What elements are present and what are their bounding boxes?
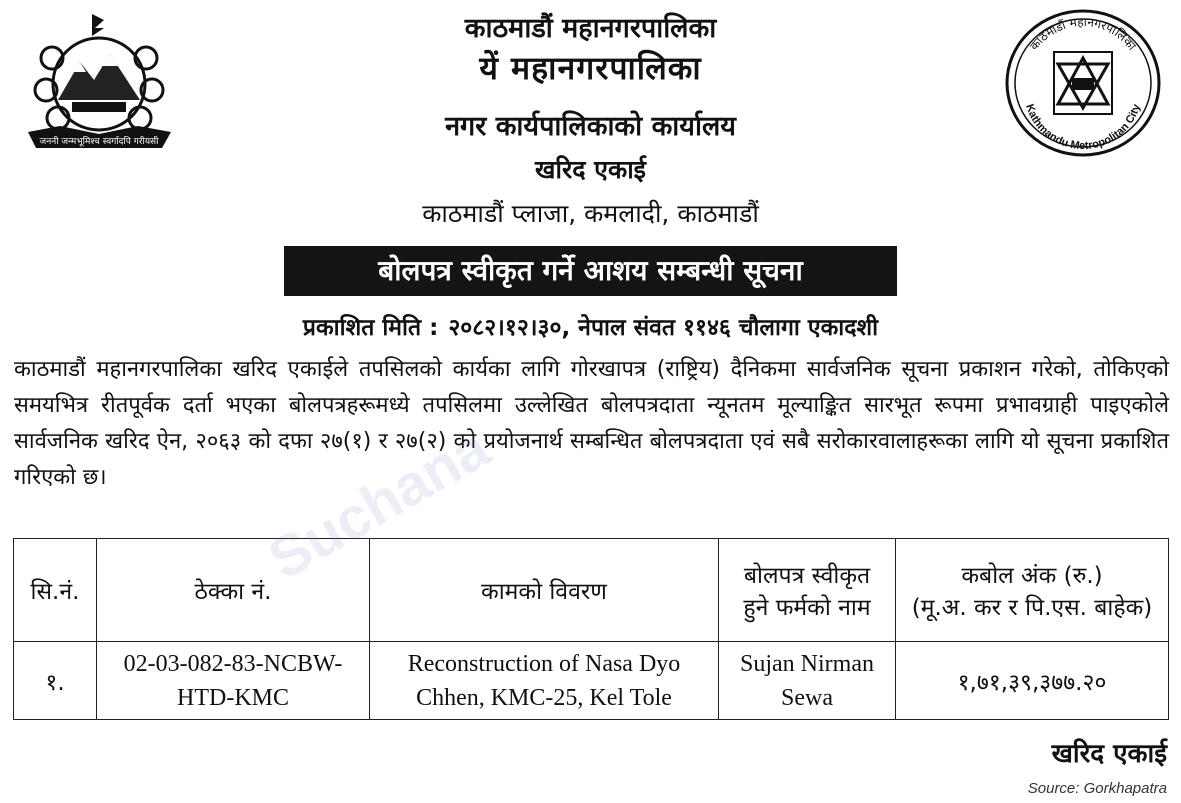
cell-contract-no — [97, 642, 370, 720]
table-row — [14, 642, 1169, 720]
cell-work-line2: Chhen, KMC-25, Kel Tole — [416, 684, 672, 711]
emblem-motto: जननी जन्मभूमिश्च स्वर्गादपि गरीयसी — [39, 137, 159, 147]
table-header-row — [14, 539, 1169, 642]
header-amount-line1: कबोल अंक (रु.) — [961, 563, 1103, 589]
header-amount — [896, 539, 1169, 642]
unit-name: खरिद एकाई — [535, 155, 646, 184]
header-work: कामको विवरण — [370, 539, 719, 642]
cell-contract-line1: 02-03-082-83-NCBW- — [123, 650, 343, 677]
header-firm — [719, 539, 896, 642]
notice-title: बोलपत्र स्वीकृत गर्ने आशय सम्बन्धी सूचना — [284, 246, 897, 296]
cell-contract-line2: HTD-KMC — [177, 684, 289, 711]
tender-table — [13, 538, 1169, 720]
published-date-line — [0, 310, 1181, 342]
org-name-newari: यें महानगरपालिका — [479, 49, 702, 87]
header-contract-no: ठेक्का नं. — [97, 539, 370, 642]
published-date: २०८२।१२।३०, नेपाल संवत ११४६ चौलागा एकादशी — [448, 315, 879, 341]
source-credit: Source: Gorkhapatra — [1027, 780, 1167, 797]
seal-text-en: Kathmandu Metropolitan City — [1023, 102, 1143, 153]
cell-firm-line2: Sewa — [781, 684, 833, 711]
office-address: काठमाडौं प्लाजा, कमलादी, काठमाडौं — [422, 199, 759, 228]
notice-body: काठमाडौं महानगरपालिका खरिद एकाईले तपसिलको कार्यका लागि गोरखापत्र (राष्ट्रिय) दैनिकमा सार्वजनिक सूचना प्रकाशन गरेको, तोकिएको समयभित्र रीतपूर्वक दर्ता भएका बोलपत्रहरूमध्ये तपसिलमा उल्लेखित बोलपत्रदाता न्यूनतम मूल्याङ्कित सारभूत रूपमा प्रभावग्राही पाइएकोले सार्वजनिक खरिद ऐन, २०६३ को दफा २७(१) र २७(२) को प्रयोजनार्थ सम्बन्धित बोलपत्रदाता एवं सबै सरोकारवालाहरूका लागि यो सूचना प्रकाशित गरिएको छ। — [14, 357, 1169, 490]
cell-firm-line1: Sujan Nirman — [740, 650, 874, 677]
header-sn: सि.नं. — [14, 539, 97, 642]
published-label: प्रकाशित मिति : — [302, 315, 439, 341]
office-name: नगर कार्यपालिकाको कार्यालय — [445, 111, 736, 142]
org-name: काठमाडौं महानगरपालिका — [464, 13, 717, 44]
cell-work — [370, 642, 719, 720]
signatory: खरिद एकाई — [1051, 739, 1167, 769]
cell-amount: १,७१,३९,३७७.२० — [896, 642, 1169, 720]
cell-work-line1: Reconstruction of Nasa Dyo — [407, 650, 681, 677]
header-firm-line1: बोलपत्र स्वीकृत — [743, 563, 871, 589]
watermark: Suchana — [257, 414, 500, 593]
cell-sn: १. — [14, 642, 97, 720]
cell-firm — [719, 642, 896, 720]
seal-text-np: काठमाडौं महानगरपालिका — [1026, 14, 1140, 53]
header-amount-line2: (मू.अ. कर र पि.एस. बाहेक) — [911, 595, 1153, 621]
header-firm-line2: हुने फर्मको नाम — [743, 595, 871, 621]
